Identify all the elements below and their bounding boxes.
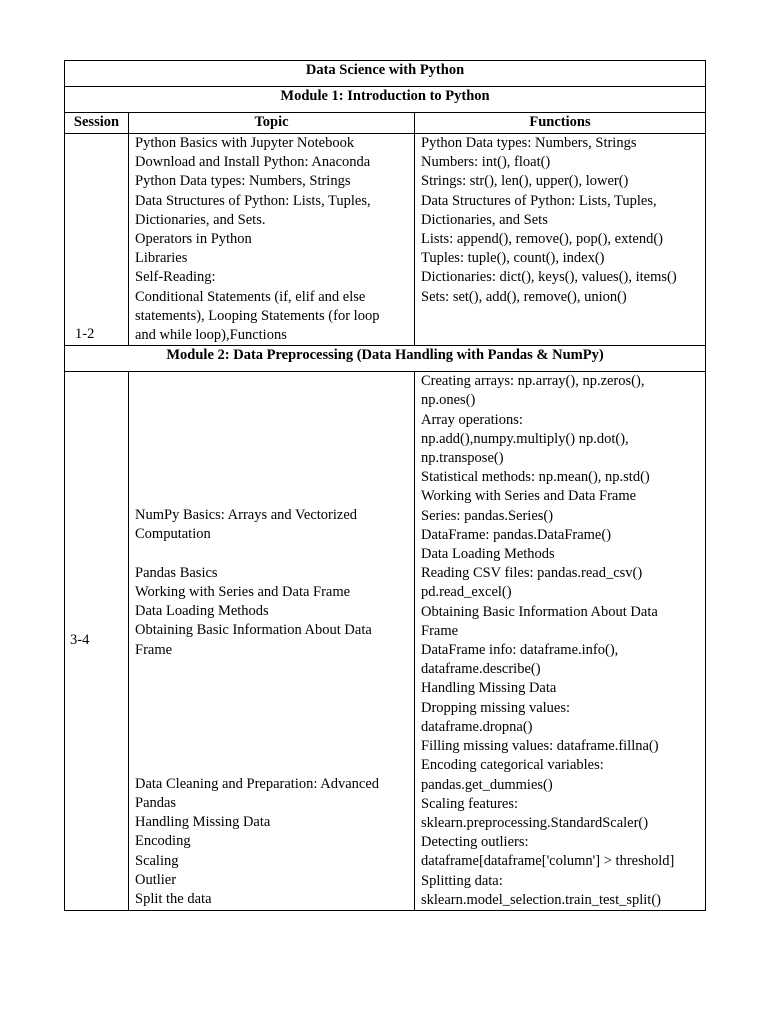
topic-line: Frame xyxy=(135,641,173,658)
module-1-session-cell xyxy=(65,134,129,346)
topic-header: Topic xyxy=(129,113,415,134)
title-row xyxy=(65,61,706,87)
function-line: Data Loading Methods xyxy=(421,546,555,563)
topic-line: Working with Series and Data Frame xyxy=(135,584,351,601)
topic-line: Dictionaries, and Sets. xyxy=(135,211,266,228)
functions-header: Functions xyxy=(415,113,706,134)
topic-line: statements), Looping Statements (for loop xyxy=(135,307,380,324)
function-line: Dictionaries, and Sets xyxy=(421,211,548,228)
function-line: DataFrame: pandas.DataFrame() xyxy=(421,526,612,543)
function-line: Creating arrays: np.array(), np.zeros(), xyxy=(421,373,645,390)
function-line: dataframe.dropna() xyxy=(421,718,533,735)
topic-line: Data Loading Methods xyxy=(135,603,269,620)
topic-line: Self-Reading: xyxy=(135,269,216,286)
topic-line: Encoding xyxy=(135,833,191,850)
session-header: Session xyxy=(65,113,129,134)
function-line: Series: pandas.Series() xyxy=(421,507,554,524)
module-2-functions-list xyxy=(421,372,699,910)
topic-line: and while loop),Functions xyxy=(135,327,287,344)
column-header-row xyxy=(65,113,706,134)
function-line: dataframe.describe() xyxy=(421,661,541,678)
topic-line: Python Data types: Numbers, Strings xyxy=(135,173,351,190)
function-line: sklearn.model_selection.train_test_split() xyxy=(421,891,661,908)
topic-line xyxy=(135,545,408,564)
topic-line: Libraries xyxy=(135,250,188,267)
module-1-topics-list xyxy=(135,134,408,345)
function-line: DataFrame info: dataframe.info(), xyxy=(421,642,619,659)
module-1-topics-cell xyxy=(129,134,415,346)
function-line: Sets: set(), add(), remove(), union() xyxy=(421,288,627,305)
module-2-functions-cell xyxy=(415,372,706,911)
topic-line: Data Cleaning and Preparation: Advanced xyxy=(135,775,380,792)
module-2-row xyxy=(65,346,706,372)
topic-line: Operators in Python xyxy=(135,231,252,248)
function-line: Python Data types: Numbers, Strings xyxy=(421,135,637,151)
function-line: Working with Series and Data Frame xyxy=(421,488,637,505)
topic-line: NumPy Basics: Arrays and Vectorized xyxy=(135,507,358,524)
function-line: Lists: append(), remove(), pop(), extend() xyxy=(421,231,663,248)
module-1-functions-cell xyxy=(415,134,706,346)
function-line: Tuples: tuple(), count(), index() xyxy=(421,250,605,267)
function-line: Strings: str(), len(), upper(), lower() xyxy=(421,173,629,190)
topic-line: Data Structures of Python: Lists, Tuples, xyxy=(135,192,371,209)
module-2-session: 3-4 xyxy=(70,632,90,649)
function-line: Reading CSV files: pandas.read_csv() xyxy=(421,565,643,582)
module-2-session-cell xyxy=(65,372,129,911)
module-1-heading: Module 1: Introduction to Python xyxy=(65,87,706,113)
function-line: Frame xyxy=(421,622,459,639)
topic-line: Python Basics with Jupyter Notebook xyxy=(135,135,355,151)
function-line: Detecting outliers: xyxy=(421,834,529,851)
function-line: np.transpose() xyxy=(421,450,504,467)
module-2-heading: Module 2: Data Preprocessing (Data Handling with Pandas & NumPy) xyxy=(65,346,706,372)
function-line: Splitting data: xyxy=(421,872,503,889)
topic-line: Pandas Basics xyxy=(135,564,218,581)
topic-line: Pandas xyxy=(135,795,177,812)
function-line: sklearn.preprocessing.StandardScaler() xyxy=(421,814,649,831)
function-line: Array operations: xyxy=(421,411,523,428)
module-2-content-row xyxy=(65,372,706,911)
module-1-session: 1-2 xyxy=(75,326,95,343)
function-line: dataframe[dataframe['column'] > threshold] xyxy=(421,853,675,870)
function-line: Filling missing values: dataframe.fillna() xyxy=(421,738,659,755)
topic-line: Handling Missing Data xyxy=(135,814,271,831)
function-line: Scaling features: xyxy=(421,795,519,812)
topic-line: Computation xyxy=(135,526,211,543)
function-line: Dictionaries: dict(), keys(), values(), items() xyxy=(421,269,677,286)
topic-line: Split the data xyxy=(135,891,212,908)
topic-line: Download and Install Python: Anaconda xyxy=(135,154,371,171)
module-2-topics-list-b xyxy=(135,775,408,909)
syllabus-table xyxy=(64,60,706,911)
module-1-content-row xyxy=(65,134,706,346)
topic-line: Conditional Statements (if, elif and else xyxy=(135,288,366,305)
function-line: Encoding categorical variables: xyxy=(421,757,604,774)
function-line: np.add(),numpy.multiply() np.dot(), xyxy=(421,430,629,447)
function-line: pandas.get_dummies() xyxy=(421,776,553,793)
topic-line: Outlier xyxy=(135,871,177,888)
topic-line: Scaling xyxy=(135,852,179,869)
module-1-row xyxy=(65,87,706,113)
topic-line: Obtaining Basic Information About Data xyxy=(135,622,372,639)
function-line: pd.read_excel() xyxy=(421,584,512,601)
function-line: Handling Missing Data xyxy=(421,680,557,697)
function-line: Numbers: int(), float() xyxy=(421,154,551,171)
module-2-topics-cell xyxy=(129,372,415,911)
function-line: Statistical methods: np.mean(), np.std() xyxy=(421,469,650,486)
function-line: Dropping missing values: xyxy=(421,699,571,716)
document-title: Data Science with Python xyxy=(65,61,706,87)
function-line: Obtaining Basic Information About Data xyxy=(421,603,658,620)
function-line: Data Structures of Python: Lists, Tuples, xyxy=(421,192,657,209)
module-1-functions-list xyxy=(421,134,699,307)
module-2-topics-list-a xyxy=(135,506,408,660)
function-line: np.ones() xyxy=(421,392,476,409)
